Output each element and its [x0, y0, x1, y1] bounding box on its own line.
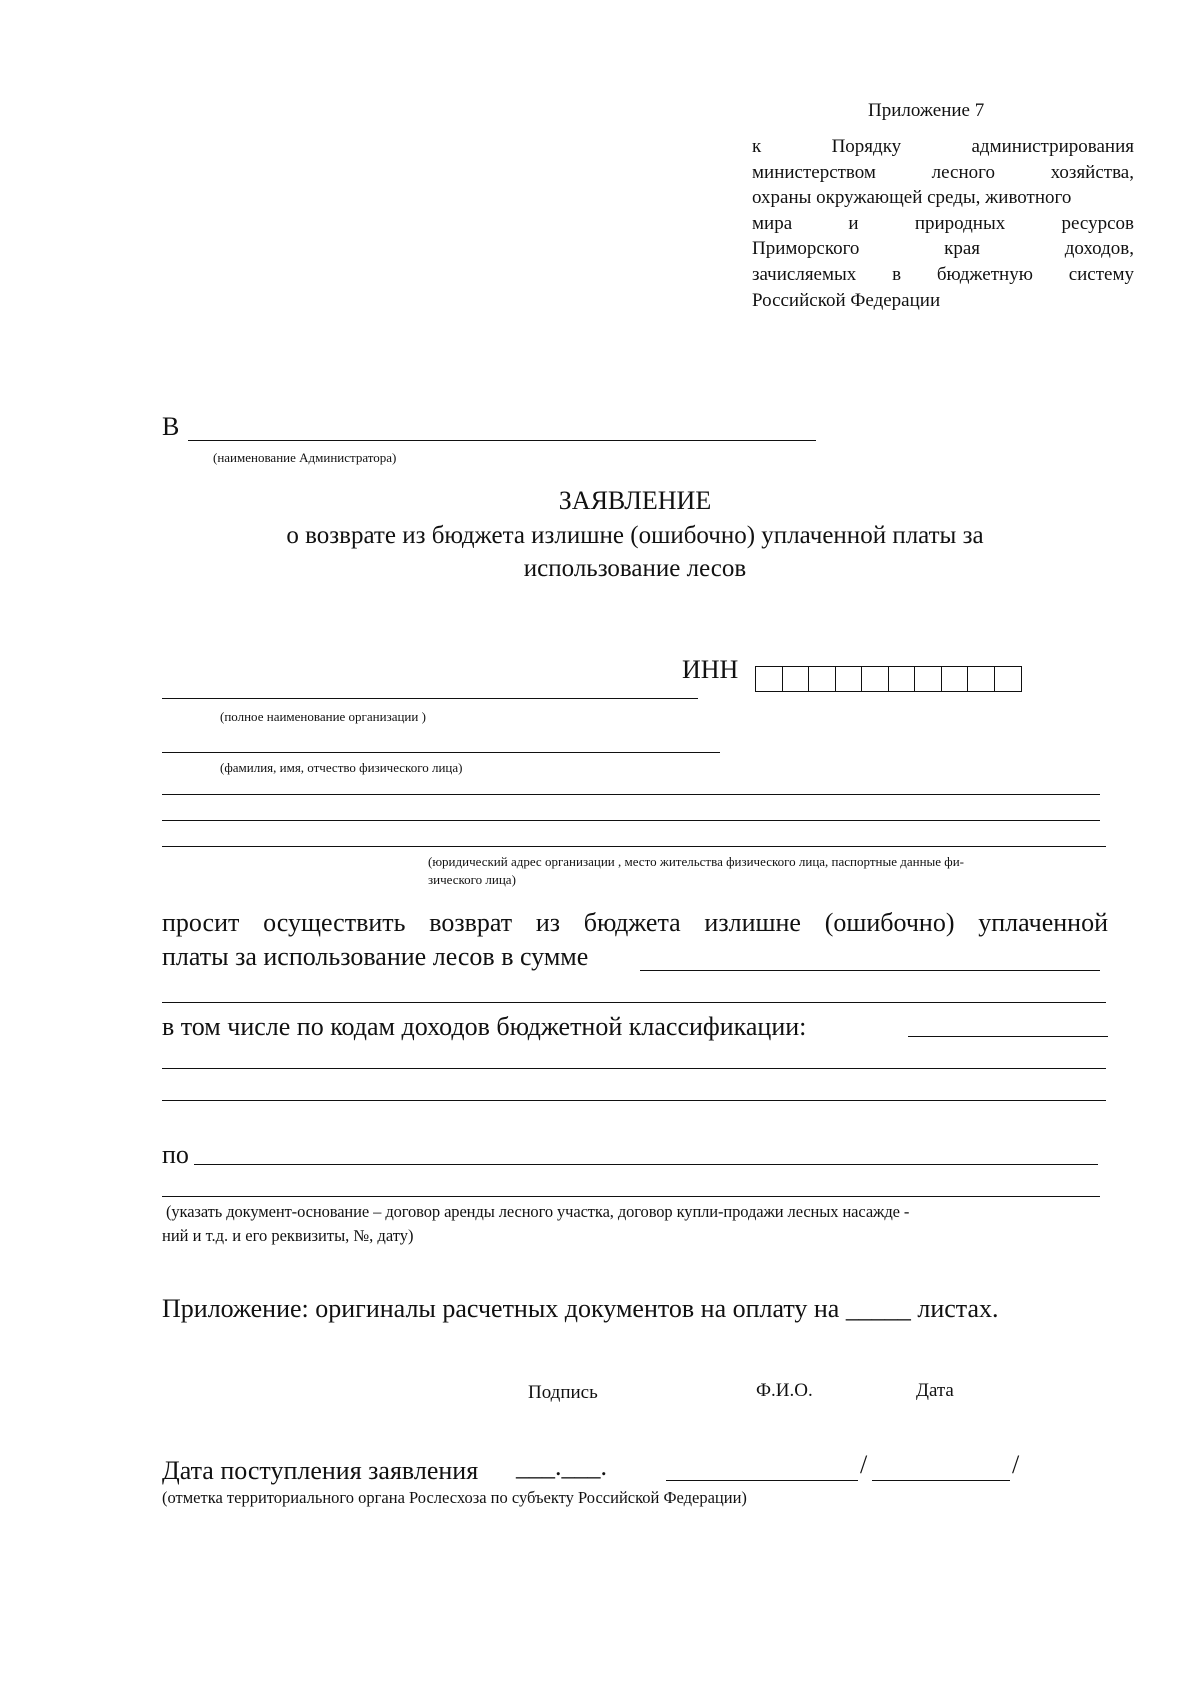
kbk-field[interactable]	[908, 1036, 1108, 1037]
appendix-basis-word: хозяйства,	[1050, 161, 1134, 183]
appendix-basis-word: администрирования	[971, 136, 1134, 157]
person-name-field[interactable]	[162, 752, 720, 753]
attachment-sheets-field[interactable]: _____	[845, 1294, 911, 1323]
organization-name-field[interactable]	[162, 698, 698, 699]
attachment-line	[162, 1294, 999, 1324]
receipt-date-field[interactable]: ___.___.	[516, 1452, 607, 1481]
organization-name-caption: (полное наименование организации )	[220, 709, 426, 724]
inn-digit-box[interactable]	[889, 667, 916, 691]
appendix-title: Приложение 7	[868, 100, 985, 121]
appendix-basis-word: лесного	[931, 161, 995, 183]
appendix-basis-row	[752, 136, 1134, 162]
appendix-basis-word: охраны окружающей среды, животного	[752, 187, 1072, 209]
addressee-prefix: В	[162, 412, 180, 441]
address-field-line-3[interactable]	[162, 846, 1106, 847]
basis-document-label: по	[162, 1140, 189, 1169]
inn-digit-box[interactable]	[756, 667, 783, 691]
appendix-basis-row	[752, 238, 1134, 264]
appendix-basis	[752, 136, 1134, 315]
attachment-text-end: листах.	[917, 1294, 999, 1323]
addressee-field[interactable]	[188, 440, 816, 441]
inn-digit-box[interactable]	[968, 667, 995, 691]
appendix-basis-word: к	[752, 136, 762, 157]
receipt-officer-signature-field[interactable]	[666, 1480, 858, 1481]
appendix-basis-word: Российской Федерации	[752, 289, 941, 311]
address-caption-2: зического лица)	[428, 872, 516, 887]
document-subtitle-2: использование лесов	[523, 555, 747, 582]
receipt-slash-2: /	[1012, 1450, 1020, 1479]
inn-digit-box[interactable]	[783, 667, 810, 691]
appendix-basis-word: мира	[752, 212, 793, 234]
appendix-basis-word: в	[892, 263, 902, 285]
appendix-basis-word: Порядку	[831, 136, 902, 157]
appendix-basis-word: зачисляемых	[752, 263, 857, 285]
appendix-basis-row	[752, 264, 1134, 290]
basis-document-caption-2: ний и т.д. и его реквизиты, №, дату)	[162, 1226, 414, 1245]
inn-digit-box[interactable]	[995, 667, 1022, 691]
kbk-label: в том числе по кодам доходов бюджетной классификации:	[162, 1012, 807, 1041]
document-subtitle-1: о возврате из бюджета излишне (ошибочно) уплаченной платы за	[286, 522, 984, 549]
date-label: Дата	[916, 1380, 954, 1401]
person-name-caption: (фамилия, имя, отчество физического лица)	[220, 760, 463, 775]
appendix-basis-word: доходов,	[1064, 238, 1134, 260]
basis-document-field-line-2[interactable]	[162, 1196, 1100, 1197]
receipt-slash-1: /	[860, 1450, 868, 1479]
basis-document-caption-1: (указать документ-основание – договор аренды лесного участка, договор купли-продажи лесных насажде -	[166, 1202, 910, 1221]
inn-digit-box[interactable]	[809, 667, 836, 691]
appendix-basis-word: министерством	[752, 161, 876, 183]
full-name-label: Ф.И.О.	[756, 1380, 813, 1401]
signature-label: Подпись	[528, 1382, 598, 1403]
appendix-basis-word: края	[944, 238, 981, 260]
kbk-field-line-2[interactable]	[162, 1068, 1106, 1069]
inn-digit-box[interactable]	[915, 667, 942, 691]
inn-field[interactable]	[755, 666, 1022, 692]
receipt-officer-name-field[interactable]	[872, 1480, 1010, 1481]
appendix-basis-row	[752, 162, 1134, 188]
appendix-basis-word: и	[848, 212, 859, 234]
appendix-basis-word: природных	[914, 212, 1006, 234]
appendix-basis-row	[752, 213, 1134, 239]
document-title: ЗАЯВЛЕНИЕ	[558, 486, 712, 515]
appendix-basis-word: бюджетную	[936, 263, 1033, 285]
receipt-date-label: Дата поступления заявления	[162, 1456, 479, 1485]
amount-field-continuation[interactable]	[162, 1002, 1106, 1003]
inn-digit-box[interactable]	[862, 667, 889, 691]
receipt-caption: (отметка территориального органа Рослесхоза по субъекту Российской Федерации)	[162, 1488, 747, 1507]
kbk-field-line-3[interactable]	[162, 1100, 1106, 1101]
inn-digit-box[interactable]	[942, 667, 969, 691]
inn-label: ИНН	[682, 655, 739, 684]
address-caption-1: (юридический адрес организации , место жительства физического лица, паспортные данные фи-	[428, 854, 964, 869]
addressee-caption: (наименование Администратора)	[213, 450, 397, 465]
amount-field[interactable]	[640, 970, 1100, 971]
inn-digit-box[interactable]	[836, 667, 863, 691]
address-field-line-2[interactable]	[162, 820, 1100, 821]
appendix-basis-row	[752, 187, 1134, 213]
address-field-line-1[interactable]	[162, 794, 1100, 795]
request-text-line-2: платы за использование лесов в сумме	[162, 942, 589, 971]
request-text-line-1: просит осуществить возврат из бюджета излишне (ошибочно) уплаченной	[162, 908, 1108, 937]
appendix-basis-word: систему	[1068, 263, 1134, 285]
basis-document-field[interactable]	[194, 1164, 1098, 1165]
attachment-text: Приложение: оригиналы расчетных документов на оплату на	[162, 1294, 840, 1323]
appendix-basis-word: ресурсов	[1061, 212, 1134, 234]
appendix-basis-word: Приморского	[752, 238, 860, 260]
appendix-basis-row	[752, 290, 1134, 316]
